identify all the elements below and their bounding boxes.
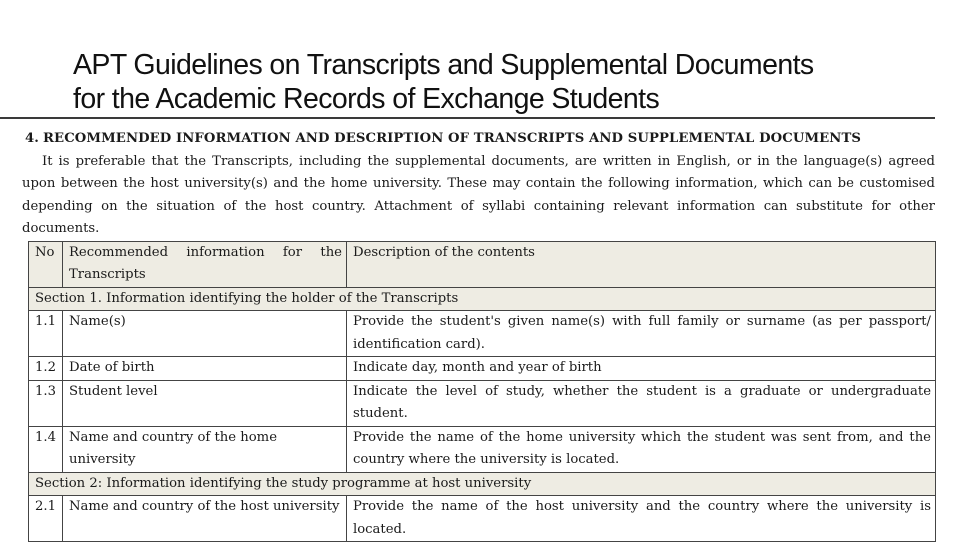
row-info: Student level: [63, 380, 347, 426]
row-no: 1.2: [29, 357, 63, 381]
header-description: Description of the contents: [347, 241, 936, 287]
slide-title: [73, 48, 933, 116]
row-no: 1.4: [29, 426, 63, 472]
slide-title-line-2: for the Academic Records of Exchange Students: [73, 82, 933, 116]
row-description: Provide the name of the home university which the student was sent from, and the country where the university is located.: [347, 426, 936, 472]
section-number: 4.: [25, 128, 43, 151]
table-row: [29, 311, 936, 357]
table-header-row: [29, 241, 936, 287]
document-excerpt: [22, 128, 935, 542]
row-info: Name(s): [63, 311, 347, 357]
row-no: 1.1: [29, 311, 63, 357]
section-2-label: Section 2: Information identifying the study programme at host university: [29, 472, 936, 496]
table-row: [29, 380, 936, 426]
intro-paragraph: [22, 151, 935, 241]
header-no: No: [29, 241, 63, 287]
row-description: Indicate day, month and year of birth: [347, 357, 936, 381]
title-divider: [0, 117, 935, 119]
table-row: [29, 357, 936, 381]
row-description: Indicate the level of study, whether the student is a graduate or undergraduate student.: [347, 380, 936, 426]
row-description: Provide the student's given name(s) with full family or surname (as per passport/ identification card).: [347, 311, 936, 357]
section-row-1: [29, 287, 936, 311]
section-row-2: [29, 472, 936, 496]
row-info: Date of birth: [63, 357, 347, 381]
slide-title-line-1: APT Guidelines on Transcripts and Supplemental Documents: [73, 48, 933, 82]
header-info: Recommended information for the Transcripts: [63, 241, 347, 287]
row-description: Provide the name of the host university and the country where the university is located.: [347, 496, 936, 542]
recommended-info-table: [28, 241, 936, 542]
section-heading: [22, 128, 935, 151]
row-info: Name and country of the home university: [63, 426, 347, 472]
row-no: 2.1: [29, 496, 63, 542]
row-info: Name and country of the host university: [63, 496, 347, 542]
section-heading-text: RECOMMENDED INFORMATION AND DESCRIPTION OF TRANSCRIPTS AND SUPPLEMENTAL DOCUMENTS: [43, 131, 861, 146]
intro-text: It is preferable that the Transcripts, including the supplemental documents, are written in English, or in the language(s) agreed upon between the host university(s) and the home university. These may contain the following information, which can be customised depending on the situation of the host country. Attachment of syllabi containing relevant information can substitute for other documents.: [22, 154, 935, 237]
table-row: [29, 496, 936, 542]
table-row: [29, 426, 936, 472]
row-no: 1.3: [29, 380, 63, 426]
section-1-label: Section 1. Information identifying the holder of the Transcripts: [29, 287, 936, 311]
